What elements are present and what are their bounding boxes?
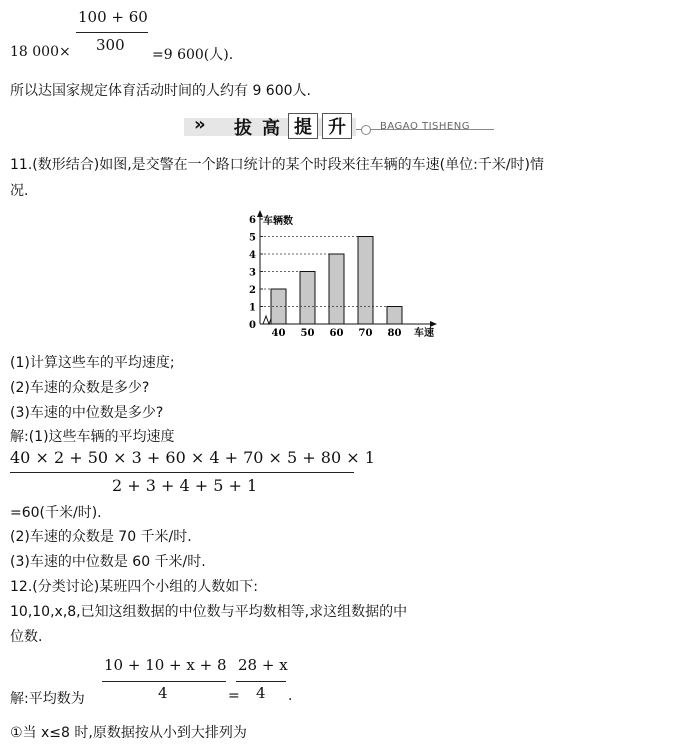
q11-solution-fraction-bar <box>10 472 354 473</box>
banner-dot-icon <box>361 125 371 135</box>
q11-sub2: (2)车速的众数是多少? <box>10 380 150 396</box>
banner-char-1: 拔 <box>234 118 252 139</box>
x-tick-label: 60 <box>329 328 344 339</box>
q11-sub1: (1)计算这些车的平均速度; <box>10 355 175 371</box>
q11-solution-3: (3)车速的中位数是 60 千米/时. <box>10 554 206 570</box>
q11-solution-numerator: 40 × 2 + 50 × 3 + 60 × 4 + 70 × 5 + 80 × 1 <box>10 448 375 467</box>
banner-char-3: 提 <box>294 117 312 138</box>
x-tick-label: 70 <box>358 328 373 339</box>
q12-frac1-bar <box>102 681 226 682</box>
top-fraction-denominator: 300 <box>96 36 125 54</box>
banner-char-4: 升 <box>328 117 346 138</box>
q12-case1: ①当 x≤8 时,原数据按从小到大排列为 <box>10 725 247 741</box>
y-tick-label: 4 <box>249 250 256 261</box>
banner-arrows: » <box>194 114 206 135</box>
q11-text-line2: 况. <box>10 183 29 199</box>
y-tick-label: 6 <box>249 215 256 226</box>
x-axis-title: 车速 <box>414 328 434 339</box>
banner-pinyin: BAGAO TISHENG <box>380 121 470 132</box>
q11-solution-result: =60(千米/时). <box>10 505 102 521</box>
x-tick-label: 50 <box>300 328 315 339</box>
q12-frac1-denominator: 4 <box>158 684 168 702</box>
y-tick-label: 1 <box>249 302 256 314</box>
q12-equals: = <box>228 688 240 704</box>
q12-frac2-denominator: 4 <box>256 684 266 702</box>
q12-line1: 12.(分类讨论)某班四个小组的人数如下: <box>10 579 258 595</box>
q12-solution-label: 解:平均数为 <box>10 691 85 707</box>
banner-char-2: 高 <box>262 118 280 139</box>
q12-frac2-numerator: 28 + x <box>238 656 288 674</box>
speed-bar-chart <box>240 210 440 342</box>
q12-period: . <box>288 688 293 704</box>
x-tick-label: 80 <box>387 328 402 339</box>
banner-char-4-box <box>322 113 352 139</box>
y-tick-label: 3 <box>249 267 256 279</box>
bar <box>300 272 315 325</box>
top-calc-left: 18 000× <box>10 44 71 60</box>
bar <box>387 307 402 325</box>
top-calc-right: =9 600(人). <box>152 47 234 63</box>
y-tick-label: 2 <box>249 285 256 296</box>
top-fraction-bar <box>76 32 148 33</box>
q11-solution-2: (2)车速的众数是 70 千米/时. <box>10 529 192 545</box>
q12-frac1-numerator: 10 + 10 + x + 8 <box>104 656 227 674</box>
q11-solution-denominator: 2 + 3 + 4 + 5 + 1 <box>112 476 258 495</box>
q11-sub3: (3)车速的中位数是多少? <box>10 405 164 421</box>
bar <box>358 237 373 325</box>
y-tick-label: 5 <box>249 232 256 244</box>
bar <box>329 254 344 324</box>
q11-text-line1: 11.(数形结合)如图,是交警在一个路口统计的某个时段来往车辆的车速(单位:千米/时)情 <box>10 157 544 173</box>
q11-solution-intro: 解:(1)这些车辆的平均速度 <box>10 429 175 445</box>
x-tick-label: 40 <box>271 328 286 339</box>
q12-line3: 位数. <box>10 629 43 645</box>
x-axis-arrow <box>430 321 437 327</box>
q12-frac2-bar <box>236 681 286 682</box>
section-banner <box>184 112 494 142</box>
conclusion-line: 所以达国家规定体育活动时间的人约有 9 600人. <box>10 83 311 99</box>
y-tick-label: 0 <box>249 320 256 331</box>
q12-line2: 10,10,x,8,已知这组数据的中位数与平均数相等,求这组数据的中 <box>10 604 408 620</box>
y-axis-title: 车辆数 <box>263 216 293 227</box>
banner-char-3-box <box>288 113 318 139</box>
top-fraction-numerator: 100 + 60 <box>78 8 148 26</box>
